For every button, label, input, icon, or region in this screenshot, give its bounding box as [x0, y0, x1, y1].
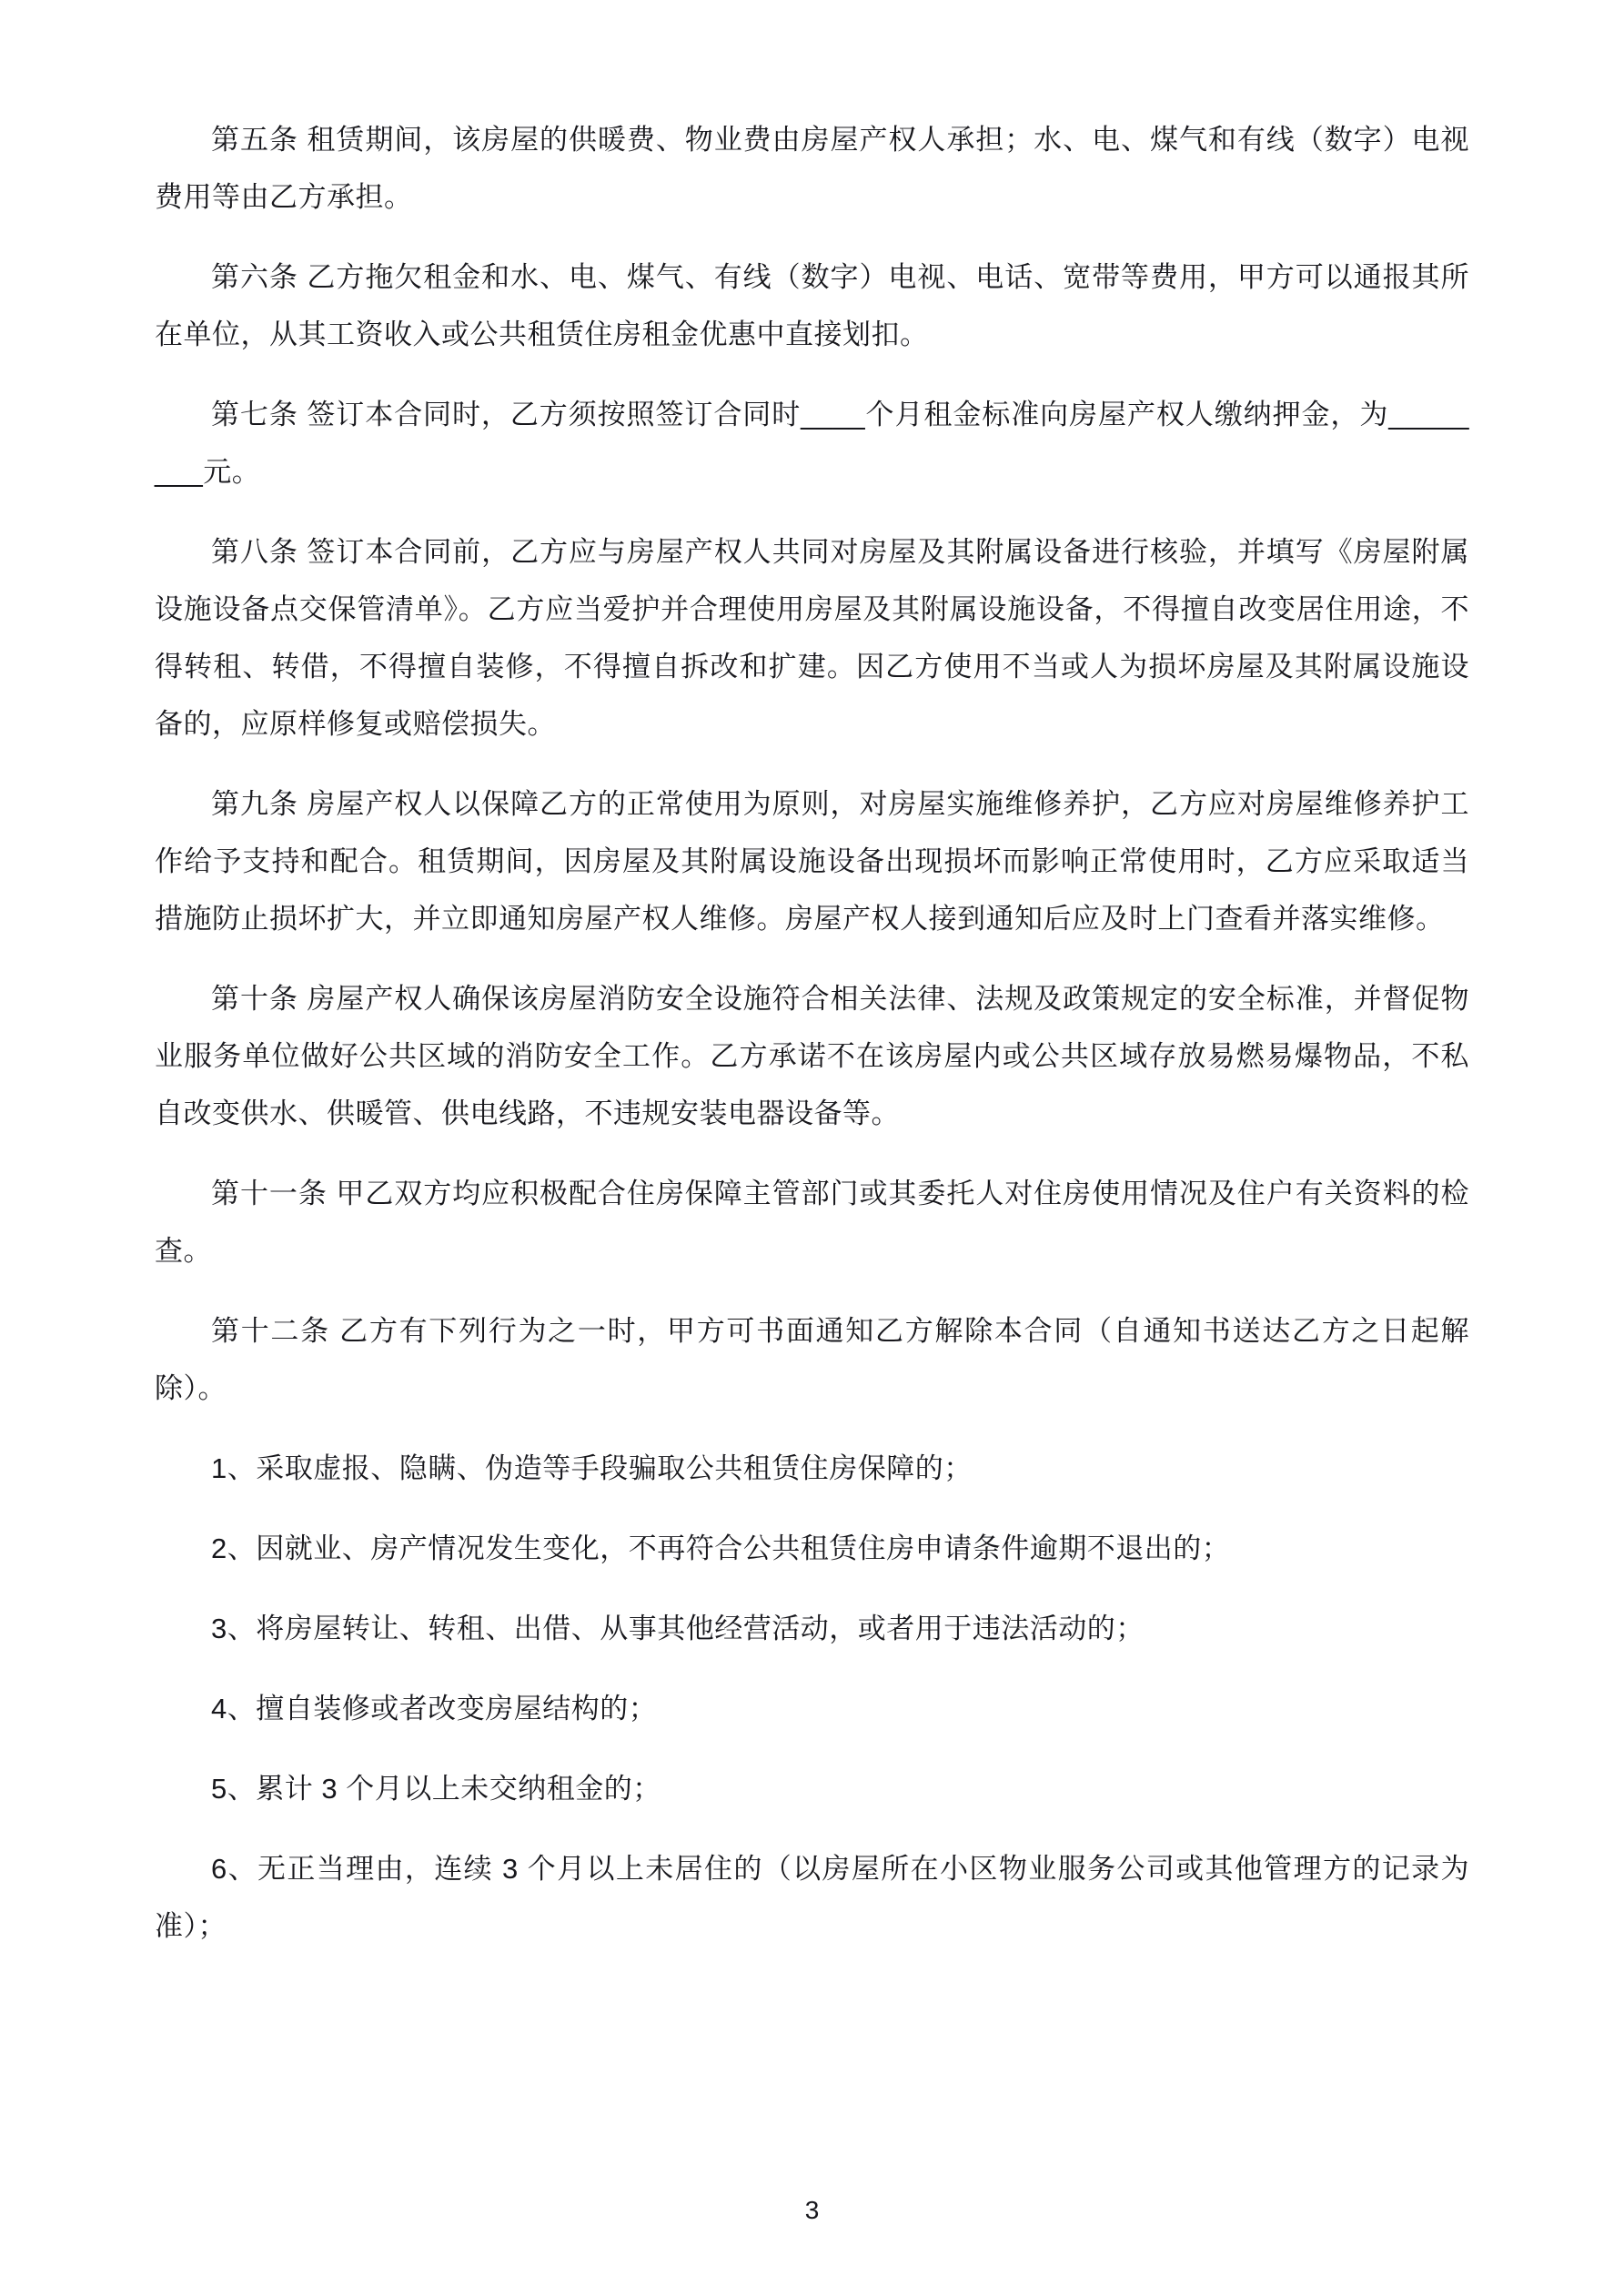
- list-item-paragraph: 2、因就业、房产情况发生变化，不再符合公共租赁住房申请条件逾期不退出的；: [211, 1532, 1231, 1564]
- clause-paragraph: 第八条 签订本合同前，乙方应与房屋产权人共同对房屋及其附属设备进行核验，并填写《房屋附属设施设备点交保管清单》。乙方应当爱护并合理使用房屋及其附属设施设备，不得擅自改变居住用途，不得转租、转借，不得擅自装修，不得擅自拆改和扩建。因乙方使用不当或人为损坏房屋及其附属设施设备的，应原样修复或赔偿损失。: [155, 536, 1469, 740]
- clause-paragraph: 第十一条 甲乙双方均应积极配合住房保障主管部门或其委托人对住房使用情况及住户有关资料的检查。: [155, 1178, 1469, 1267]
- page-footer: [0, 2196, 1624, 2225]
- clause-paragraph: 第十二条 乙方有下列行为之一时，甲方可书面通知乙方解除本合同（自通知书送达乙方之日起解除）。: [155, 1315, 1469, 1404]
- list-item-paragraph: 3、将房屋转让、转租、出借、从事其他经营活动，或者用于违法活动的；: [211, 1613, 1145, 1644]
- list-item-paragraph: 6、无正当理由，连续 3 个月以上未居住的（以房屋所在小区物业服务公司或其他管理方的记录为准）；: [155, 1853, 1469, 1942]
- list-item-paragraph: 1、采取虚报、隐瞒、伪造等手段骗取公共租赁住房保障的；: [211, 1452, 973, 1484]
- page-number: 3: [804, 2196, 820, 2224]
- list-item-paragraph: 5、累计 3 个月以上未交纳租金的；: [211, 1773, 661, 1805]
- clause-paragraph: 第十条 房屋产权人确保该房屋消防安全设施符合相关法律、法规及政策规定的安全标准，并督促物业服务单位做好公共区域的消防安全工作。乙方承诺不在该房屋内或公共区域存放易燃易爆物品，不私自改变供水、供暖管、供电线路，不违规安装电器设备等。: [155, 983, 1469, 1129]
- document-body: [155, 111, 1469, 1977]
- clause-paragraph: 第九条 房屋产权人以保障乙方的正常使用为原则，对房屋实施维修养护，乙方应对房屋维修养护工作给予支持和配合。租赁期间，因房屋及其附属设施设备出现损坏而影响正常使用时，乙方应采取适当措施防止损坏扩大，并立即通知房屋产权人维修。房屋产权人接到通知后应及时上门查看并落实维修。: [155, 788, 1469, 935]
- clause-paragraph: 第六条 乙方拖欠租金和水、电、煤气、有线（数字）电视、电话、宽带等费用，甲方可以通报其所在单位，从其工资收入或公共租赁住房租金优惠中直接划扣。: [155, 261, 1469, 350]
- clause-paragraph: 第七条 签订本合同时，乙方须按照签订合同时____个月租金标准向房屋产权人缴纳押金，为________元。: [155, 399, 1469, 488]
- list-item-paragraph: 4、擅自装修或者改变房屋结构的；: [211, 1693, 658, 1725]
- clause-paragraph: 第五条 租赁期间，该房屋的供暖费、物业费由房屋产权人承担；水、电、煤气和有线（数字）电视费用等由乙方承担。: [155, 124, 1469, 213]
